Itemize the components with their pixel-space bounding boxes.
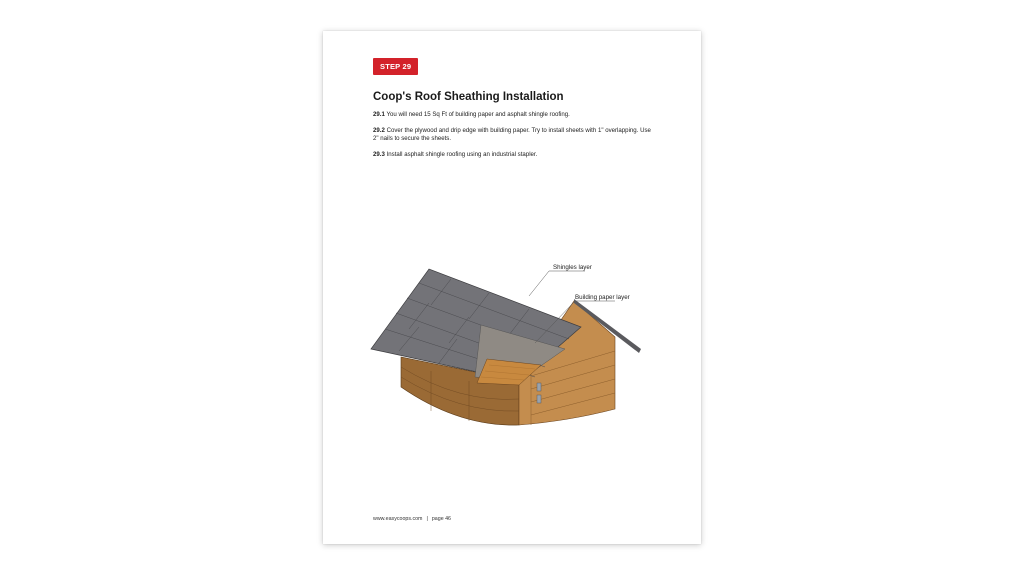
instructions: [373, 111, 658, 167]
shingles-callout-line: [529, 271, 585, 296]
hinge-bottom: [537, 395, 541, 403]
paper-callout-label: Building paper layer: [575, 294, 630, 301]
document-page: [323, 31, 701, 544]
footer-site: www.easycoops.com: [373, 516, 423, 522]
hinge-top: [537, 383, 541, 391]
page-title: Coop's Roof Sheathing Installation: [373, 91, 564, 103]
step-number: 29.1: [373, 111, 385, 118]
step-paragraph: [373, 111, 658, 119]
footer-page-number: page 46: [431, 516, 452, 522]
step-text: Install asphalt shingle roofing using an industrial stapler.: [386, 151, 538, 159]
step-text: Cover the plywood and drip edge with building paper. Try to install sheets with 1" overlapping. Use 2" nails to secure the sheets.: [373, 126, 651, 143]
step-badge: STEP 29: [373, 58, 418, 75]
step-number: 29.3: [373, 151, 385, 159]
coop-roof-drawing: [369, 231, 649, 431]
step-text: You will need 15 Sq Ft of building paper and asphalt shingle roofing.: [386, 111, 570, 118]
step-number: 29.2: [373, 126, 385, 134]
footer-separator: |: [426, 516, 428, 522]
step-paragraph: [373, 151, 658, 159]
shingles-callout-label: Shingles layer: [553, 264, 592, 271]
step-paragraph: [373, 127, 658, 144]
page-footer: [373, 516, 451, 522]
coop-roof-illustration: [369, 231, 649, 431]
